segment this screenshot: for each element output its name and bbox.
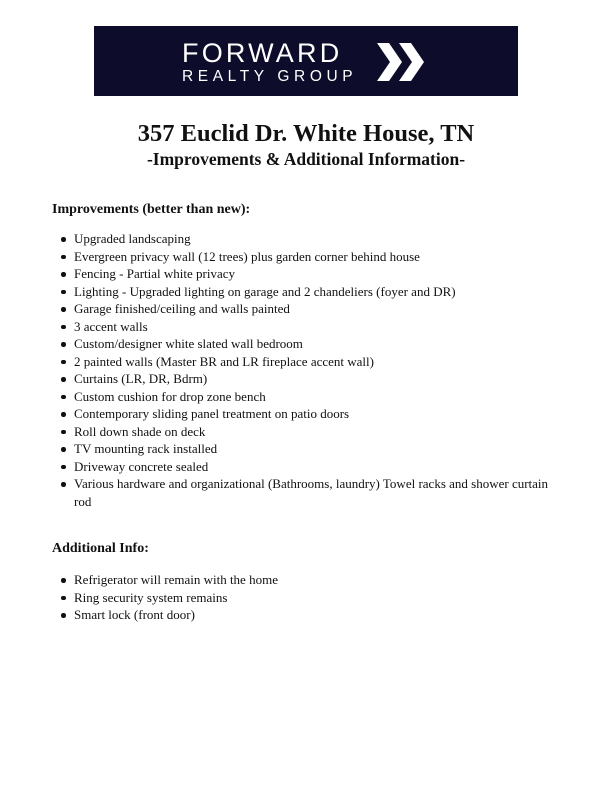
list-item xyxy=(52,318,562,336)
list-item-text: Evergreen privacy wall (12 trees) plus garden corner behind house xyxy=(74,248,420,264)
list-item xyxy=(52,265,562,283)
bullet-icon xyxy=(61,447,66,452)
additional-info-heading: Additional Info: xyxy=(52,541,149,556)
list-item-text: Lighting - Upgraded lighting on garage and 2 chandeliers (foyer and DR) xyxy=(74,283,456,299)
list-item-text: Curtains (LR, DR, Bdrm) xyxy=(74,371,208,386)
list-item-text: Fencing - Partial white privacy xyxy=(74,266,236,281)
bullet-icon xyxy=(61,465,66,470)
list-item xyxy=(52,440,562,458)
list-item-text: Roll down shade on deck xyxy=(74,423,206,439)
list-item xyxy=(52,230,562,248)
list-item xyxy=(52,370,562,388)
list-item-text: Upgraded landscaping xyxy=(74,231,191,246)
list-item-text: Refrigerator will remain with the home xyxy=(74,572,278,587)
bullet-icon xyxy=(61,430,66,435)
list-item-text: Smart lock (front door) xyxy=(74,607,195,622)
list-item-text: TV mounting rack installed xyxy=(74,441,218,456)
logo-tagline: REALTY GROUP xyxy=(182,68,358,85)
bullet-icon xyxy=(61,578,66,583)
bullet-icon xyxy=(61,342,66,347)
bullet-icon xyxy=(61,307,66,312)
list-item-text: Custom cushion for drop zone bench xyxy=(74,388,266,404)
bullet-icon xyxy=(61,395,66,400)
list-item xyxy=(52,571,562,589)
list-item xyxy=(52,300,562,318)
bullet-icon xyxy=(61,412,66,417)
list-item xyxy=(52,353,562,371)
company-logo-banner xyxy=(94,26,518,96)
list-item-text: Ring security system remains xyxy=(74,589,228,605)
list-item xyxy=(52,606,562,624)
list-item-text: Various hardware and organizational (Bathrooms, laundry) Towel racks and shower curtain rod xyxy=(74,476,549,509)
page-subtitle: -Improvements & Additional Information- xyxy=(146,149,466,169)
bullet-icon xyxy=(61,272,66,277)
double-chevron-right-icon xyxy=(377,43,427,81)
bullet-icon xyxy=(61,325,66,330)
bullet-icon xyxy=(61,290,66,295)
list-item-text: Custom/designer white slated wall bedroom xyxy=(74,336,303,351)
bullet-icon xyxy=(61,237,66,242)
bullet-icon xyxy=(61,613,66,618)
improvements-list xyxy=(52,230,562,510)
list-item xyxy=(52,589,562,607)
list-item-text: Garage finished/ceiling and walls painted xyxy=(74,301,290,316)
improvements-heading: Improvements (better than new): xyxy=(52,202,251,217)
list-item xyxy=(52,458,562,476)
bullet-icon xyxy=(61,377,66,382)
list-item xyxy=(52,335,562,353)
page-title: 357 Euclid Dr. White House, TN xyxy=(137,120,475,147)
list-item-text: 2 painted walls (Master BR and LR fireplace accent wall) xyxy=(74,353,374,369)
list-item xyxy=(52,405,562,423)
list-item-text: Contemporary sliding panel treatment on patio doors xyxy=(74,406,350,421)
bullet-icon xyxy=(61,596,66,601)
list-item xyxy=(52,283,562,301)
list-item xyxy=(52,248,562,266)
logo-wordmark xyxy=(182,26,382,96)
list-item xyxy=(52,423,562,441)
list-item-text: 3 accent walls xyxy=(74,318,148,334)
bullet-icon xyxy=(61,255,66,260)
bullet-icon xyxy=(61,360,66,365)
list-item xyxy=(52,475,562,510)
bullet-icon xyxy=(61,482,66,487)
logo-brand-name: FORWARD xyxy=(182,38,343,68)
additional-info-list xyxy=(52,571,562,624)
list-item-text: Driveway concrete sealed xyxy=(74,458,209,474)
list-item xyxy=(52,388,562,406)
